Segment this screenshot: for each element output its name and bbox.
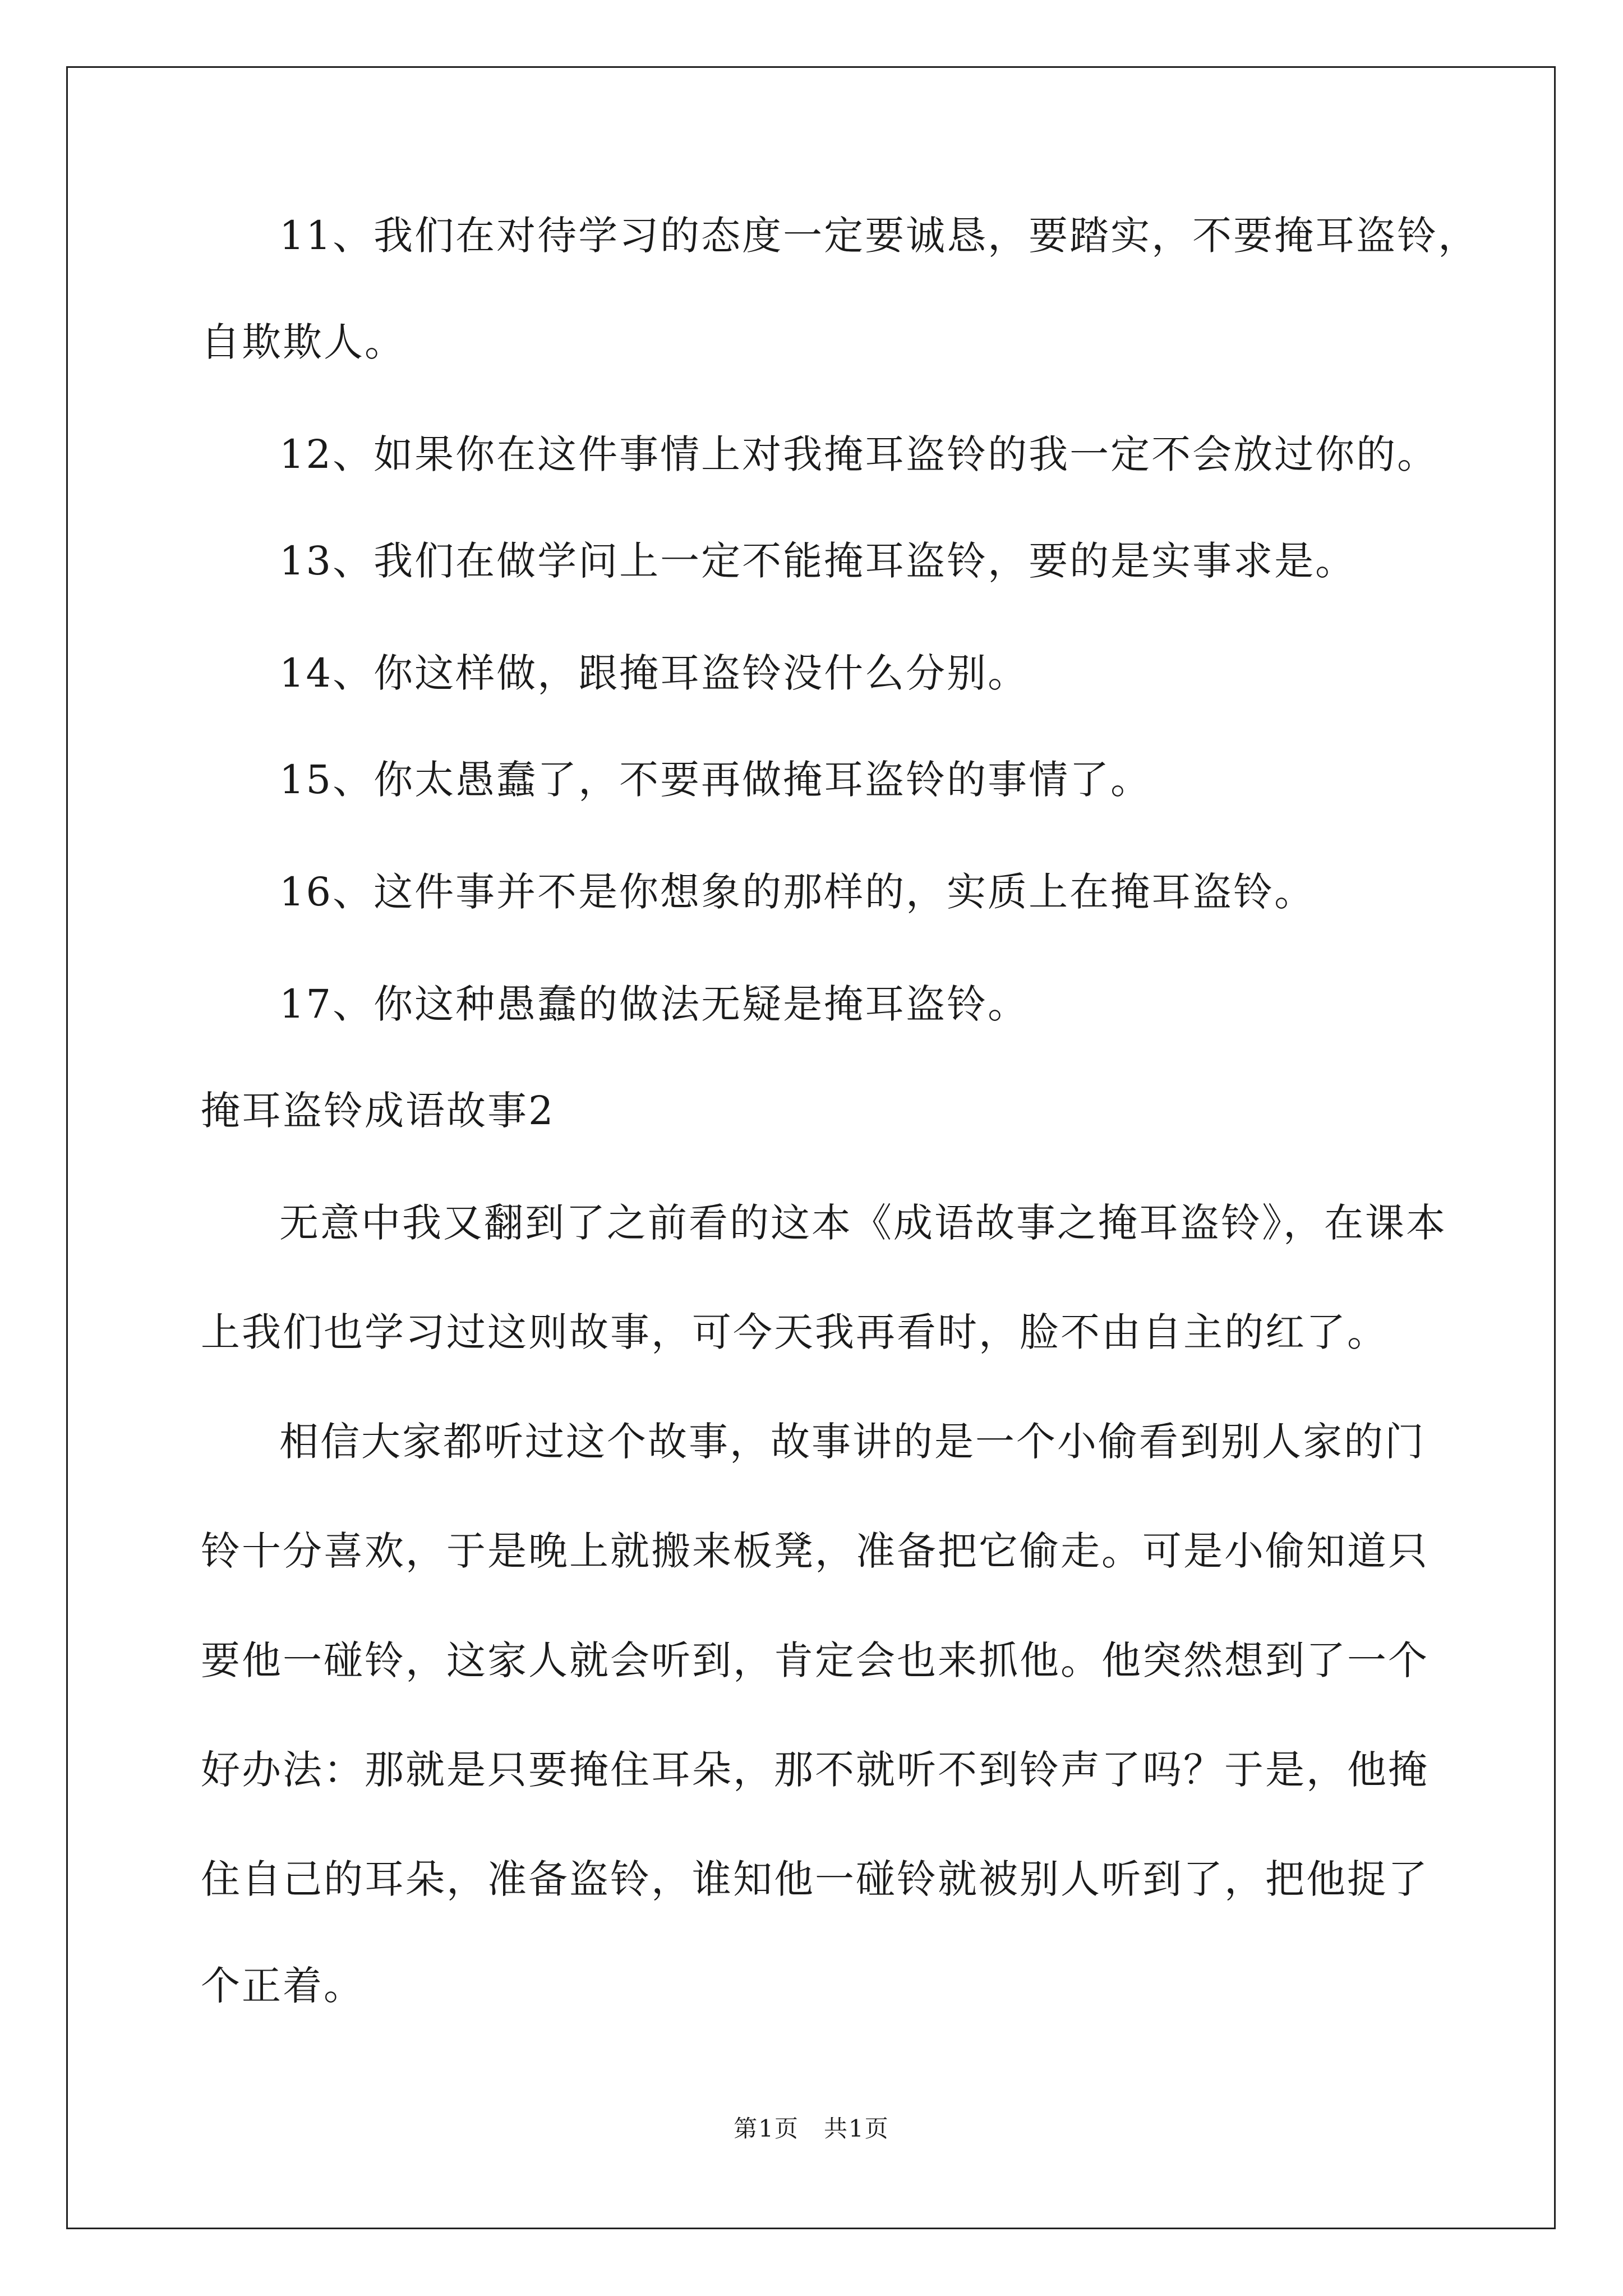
text-line: 17、你这种愚蠢的做法无疑是掩耳盗铃。 (279, 981, 1029, 1027)
text-line: 14、你这样做，跟掩耳盗铃没什么分别。 (279, 650, 1029, 696)
text-line: 15、你太愚蠢了，不要再做掩耳盗铃的事情了。 (279, 757, 1152, 803)
text-line: 个正着。 (201, 1963, 365, 2009)
text-line: 上我们也学习过这则故事，可今天我再看时，脸不由自主的红了。 (201, 1309, 1388, 1355)
page-border (66, 66, 1556, 2229)
page-number: 第1页 共1页 (734, 2115, 889, 2142)
text-line: 铃十分喜欢，于是晚上就搬来板凳，准备把它偷走。可是小偷知道只 (201, 1528, 1429, 1574)
text-line: 相信大家都听过这个故事，故事讲的是一个小偷看到别人家的门 (279, 1419, 1426, 1465)
text-line: 12、如果你在这件事情上对我掩耳盗铃的我一定不会放过你的。 (279, 431, 1438, 477)
section-heading: 掩耳盗铃成语故事2 (201, 1088, 555, 1134)
text-line: 无意中我又翻到了之前看的这本《成语故事之掩耳盗铃》，在课本 (279, 1200, 1447, 1246)
text-line: 好办法：那就是只要掩住耳朵，那不就听不到铃声了吗？于是，他掩 (201, 1747, 1429, 1793)
text-line: 自欺欺人。 (201, 319, 405, 365)
text-line: 要他一碰铃，这家人就会听到，肯定会也来抓他。他突然想到了一个 (201, 1637, 1429, 1683)
text-line: 13、我们在做学问上一定不能掩耳盗铃，要的是实事求是。 (279, 538, 1357, 584)
text-line: 11、我们在对待学习的态度一定要诚恳，要踏实，不要掩耳盗铃， (279, 213, 1479, 259)
text-line: 住自己的耳朵，准备盗铃，谁知他一碰铃就被别人听到了，把他捉了 (201, 1856, 1429, 1902)
text-line: 16、这件事并不是你想象的那样的，实质上在掩耳盗铃。 (279, 869, 1316, 915)
